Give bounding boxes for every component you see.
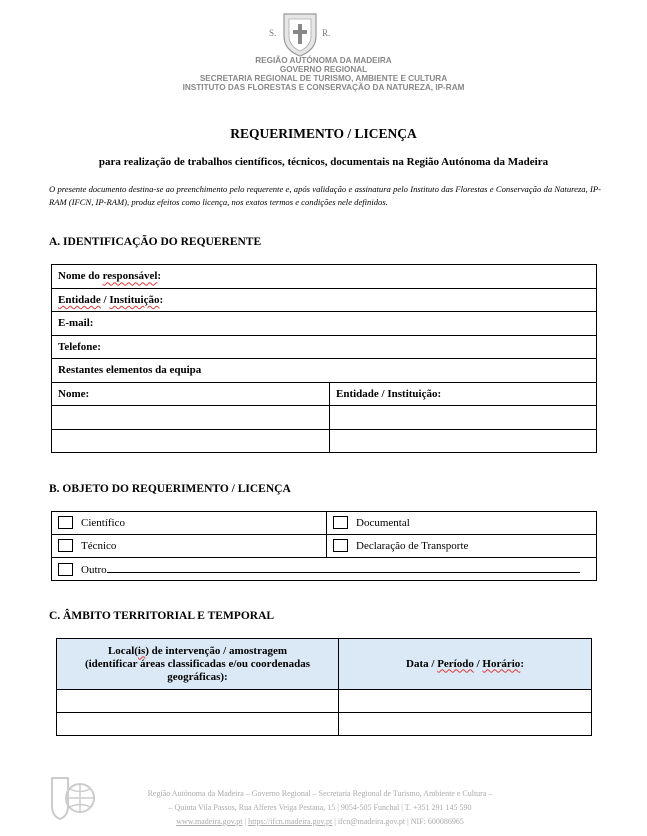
footer-line-1: Região Autónoma da Madeira – Governo Regional – Secretaria Regional de Turismo, Ambiente e Cultura – <box>147 789 493 798</box>
col-nome-header: Nome: <box>52 382 330 406</box>
checkbox-icon[interactable] <box>333 516 348 529</box>
outro-input-line[interactable] <box>107 561 580 573</box>
section-c-heading: C. ÂMBITO TERRITORIAL E TEMPORAL <box>49 610 275 622</box>
email-field[interactable]: E-mail: <box>52 312 597 336</box>
option-transporte[interactable]: Declaração de Transporte <box>327 535 597 558</box>
telefone-field[interactable]: Telefone: <box>52 335 597 359</box>
crest-row <box>0 6 647 56</box>
org-line-3: SECRETARIA REGIONAL DE TURISMO, AMBIENTE E CULTURA <box>199 74 448 83</box>
team-nome-cell[interactable] <box>52 429 330 453</box>
ifcn-logo-icon <box>48 772 98 822</box>
col-entidade-header: Entidade / Instituição: <box>330 382 597 406</box>
madeira-website-link[interactable]: www.madeira.gov.pt <box>176 817 243 826</box>
team-entidade-cell[interactable] <box>330 406 597 430</box>
option-cientifico[interactable]: Científico <box>52 512 327 535</box>
ifcn-website-link[interactable]: https://ifcn.madeira.gov.pt <box>248 817 333 826</box>
document-subtitle: para realização de trabalhos científicos, técnicos, documentais na Região Autónoma da Madeira <box>98 156 549 168</box>
section-a-heading: A. IDENTIFICAÇÃO DO REQUERENTE <box>49 236 262 248</box>
page-footer <box>95 787 545 829</box>
org-line-2: GOVERNO REGIONAL <box>279 65 368 74</box>
entidade-field[interactable]: Entidade / Instituição: <box>52 288 597 312</box>
coat-of-arms-icon <box>282 12 318 58</box>
data-column-header: Data / Período / Horário: <box>339 639 592 690</box>
crest-right-letter: R. <box>322 28 331 38</box>
data-cell[interactable] <box>339 690 592 713</box>
data-cell[interactable] <box>339 713 592 736</box>
footer-line-2: – Quinta Vila Passos, Rua Alferes Veiga Pestana, 15 | 9054-505 Funchal | T. +351 291 145 590 <box>168 803 472 812</box>
object-table <box>51 511 597 581</box>
org-line-1: REGIÃO AUTÓNOMA DA MADEIRA <box>255 56 392 65</box>
local-column-header: Local(is) de intervenção / amostragem (identificar áreas classificadas e/ou coordenadas geográficas): <box>57 639 339 690</box>
team-nome-cell[interactable] <box>52 406 330 430</box>
local-cell[interactable] <box>57 690 339 713</box>
footer-contact: ifcn@madeira.gov.pt | NIF: 600086965 <box>337 817 464 826</box>
local-cell[interactable] <box>57 713 339 736</box>
option-outro[interactable]: Outro <box>52 558 597 581</box>
section-b-heading: B. OBJETO DO REQUERIMENTO / LICENÇA <box>49 483 291 495</box>
team-entidade-cell[interactable] <box>330 429 597 453</box>
requester-table <box>51 264 597 453</box>
crest-left-letter: S. <box>269 28 277 38</box>
checkbox-icon[interactable] <box>333 539 348 552</box>
footer-line-3: www.madeira.gov.pt | https://ifcn.madeira.gov.pt | ifcn@madeira.gov.pt | NIF: 600086965 <box>176 817 464 826</box>
checkbox-icon[interactable] <box>58 516 73 529</box>
option-documental[interactable]: Documental <box>327 512 597 535</box>
intro-paragraph: O presente documento destina-se ao preenchimento pelo requerente e, após validação e assinatura pelo Instituto das Florestas e Conservação da Natureza, IP-RAM (IFCN, IP-RAM), produz efeitos como licença, nos exatos termos e condições nele definidos. <box>49 184 601 207</box>
nome-responsavel-field[interactable]: Nome do responsável: <box>52 265 597 289</box>
option-tecnico[interactable]: Técnico <box>52 535 327 558</box>
checkbox-icon[interactable] <box>58 563 73 576</box>
checkbox-icon[interactable] <box>58 539 73 552</box>
org-line-4: INSTITUTO DAS FLORESTAS E CONSERVAÇÃO DA NATUREZA, IP-RAM <box>182 83 465 92</box>
document-title: REQUERIMENTO / LICENÇA <box>230 126 417 141</box>
equipa-label: Restantes elementos da equipa <box>52 359 597 383</box>
scope-table <box>56 638 592 736</box>
